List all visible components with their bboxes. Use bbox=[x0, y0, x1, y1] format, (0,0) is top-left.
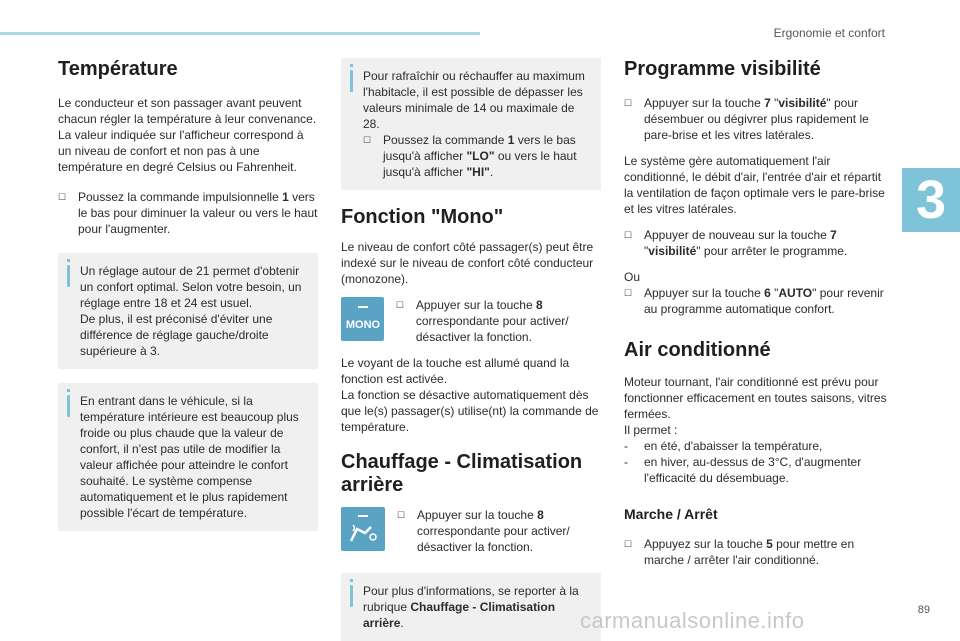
on-off-title: Marche / Arrêt bbox=[624, 506, 718, 522]
bullet-arrow-icon: ☐ bbox=[397, 510, 406, 520]
info-icon bbox=[67, 259, 70, 262]
note-max: Pour rafraîchir ou réchauffer au maximum l'habitacle, il est possible de dépasser les valeurs minimale de 14 ou maximale de 28. ☐ Poussez la commande 1 vers le bas jusqu'à afficher "LO" ou vers le haut jusqu'à afficher "HI". bbox=[341, 58, 601, 190]
ac-item-summer: - en été, d'abaisser la température, bbox=[624, 439, 823, 453]
ac-title: Air conditionné bbox=[624, 339, 771, 361]
mono-auto-off: La fonction se désactive automatiquement dès que le(s) passager(s) utilise(nt) la commande de température. bbox=[341, 388, 599, 434]
ac-item-winter: - en hiver, au-dessus de 3°C, d'augmenter l'efficacité du désembuage. bbox=[624, 455, 862, 485]
rear-title: Chauffage - Climatisation arrière bbox=[341, 451, 583, 496]
bullet-arrow-icon: ☐ bbox=[624, 288, 633, 298]
visibility-bullet-1: ☐ Appuyer sur la touche 7 "visibilité" pour désembuer ou dégivrer plus rapidement le pare-brise et les vitres latérales. bbox=[624, 96, 869, 142]
temperature-intro: Le conducteur et son passager avant peuvent chacun régler la température à leur convenance. bbox=[58, 96, 317, 126]
visibility-info: Le système gère automatiquement l'air conditionné, le débit d'air, l'entrée d'air et répartit la ventilation de façon optimale vers le pare-brise et les vitres latérales. bbox=[624, 154, 885, 216]
mono-led: Le voyant de la touche est allumé quand la fonction est activée. bbox=[341, 356, 570, 386]
section-title: Ergonomie et confort bbox=[773, 26, 885, 40]
temperature-info: La valeur indiquée sur l'afficheur correspond à un niveau de confort et non pas à une température en degré Celsius ou Fahrenheit. bbox=[58, 128, 304, 174]
temperature-title: Température bbox=[58, 58, 178, 80]
rear-climate-button-icon bbox=[341, 507, 385, 551]
column-mono bbox=[341, 58, 601, 641]
max-bullet: ☐ Poussez la commande 1 vers le bas jusqu'à afficher "LO" ou vers le haut jusqu'à afficher "HI". bbox=[363, 133, 577, 179]
bullet-arrow-icon: ☐ bbox=[58, 192, 67, 202]
ac-allows: Il permet : bbox=[624, 423, 678, 437]
visibility-or: Ou bbox=[624, 270, 641, 284]
bullet-arrow-icon: ☐ bbox=[395, 300, 404, 310]
bullet-arrow-icon: ☐ bbox=[624, 98, 633, 108]
column-visibility bbox=[624, 48, 888, 568]
visibility-bullet-3: ☐ Appuyer sur la touche 6 "AUTO" pour revenir au programme automatique confort. bbox=[624, 286, 884, 316]
note-entering: En entrant dans le véhicule, si la température intérieure est beaucoup plus froide ou plus chaude que la valeur de confort, il n'est pas utile de modifier la valeur affichée pour atteindre le confort souhaité. Le système compense automatiquement et le plus rapidement possible l'écart de température. bbox=[58, 383, 318, 531]
header-bar bbox=[0, 32, 480, 35]
bullet-arrow-icon: ☐ bbox=[363, 135, 372, 145]
temperature-bullet: ☐ Poussez la commande impulsionnelle 1 vers le bas pour diminuer la valeur ou vers le haut pour l'augmenter. bbox=[58, 190, 318, 236]
column-temperature bbox=[58, 48, 318, 531]
mono-bullet: ☐ Appuyer sur la touche 8 correspondante pour activer/ désactiver la fonction. bbox=[395, 298, 569, 344]
rear-seat-icon bbox=[341, 507, 385, 551]
mono-row bbox=[341, 297, 601, 345]
rear-row bbox=[341, 507, 601, 555]
visibility-title: Programme visibilité bbox=[624, 58, 821, 80]
ac-bullet: ☐ Appuyez sur la touche 5 pour mettre en marche / arrêter l'air conditionné. bbox=[624, 537, 855, 567]
note-rear: Pour plus d'informations, se reporter à la rubrique Chauffage - Climatisation arrière. bbox=[341, 573, 601, 641]
page-number: 89 bbox=[917, 604, 930, 616]
watermark: carmanualsonline.info bbox=[580, 608, 805, 633]
bullet-arrow-icon: ☐ bbox=[624, 230, 633, 240]
mono-title: Fonction "Mono" bbox=[341, 206, 504, 228]
info-icon bbox=[350, 579, 353, 582]
note-comfort: Un réglage autour de 21 permet d'obtenir un confort optimal. Selon votre besoin, un réglage entre 18 et 24 est usuel. De plus, il est préconisé d'éviter une différence de réglage gauche/droite supérieure à 3. bbox=[58, 253, 318, 369]
ac-intro: Moteur tournant, l'air conditionné est prévu pour fonctionner efficacement en toutes saisons, vitres fermées. bbox=[624, 375, 887, 421]
mono-button-icon: MONO bbox=[341, 297, 384, 341]
info-icon bbox=[350, 64, 353, 67]
visibility-bullet-2: ☐ Appuyer de nouveau sur la touche 7 "visibilité" pour arrêter le programme. bbox=[624, 228, 848, 258]
mono-intro: Le niveau de confort côté passager(s) peut être indexé sur le niveau de confort côté conducteur (monozone). bbox=[341, 240, 594, 286]
rear-bullet: ☐ Appuyer sur la touche 8 correspondante pour activer/ désactiver la fonction. bbox=[397, 508, 570, 554]
chapter-tab: 3 bbox=[902, 168, 960, 232]
info-icon bbox=[67, 389, 70, 392]
bullet-arrow-icon: ☐ bbox=[624, 539, 633, 549]
